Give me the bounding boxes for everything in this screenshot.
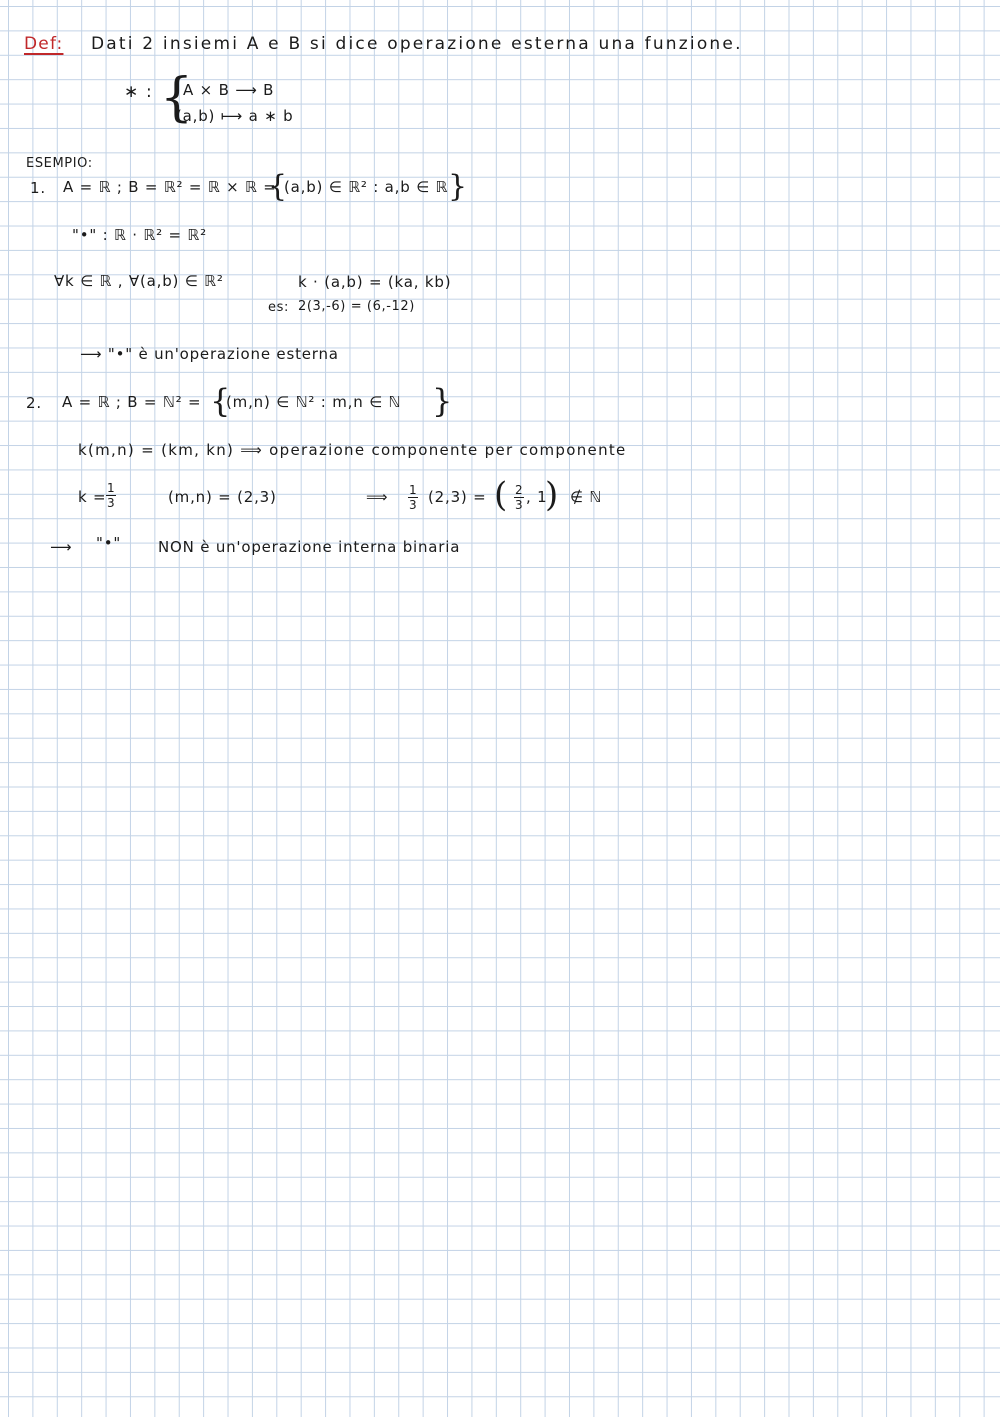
example2-result-fraction	[514, 484, 524, 511]
example2-calc-fraction	[408, 484, 418, 511]
example2-set-builder: (m,n) ∈ ℕ² : m,n ∈ ℕ	[226, 393, 402, 411]
example1-es-value: 2(3,-6) = (6,-12)	[298, 299, 415, 314]
example2-result-tail: , 1	[526, 488, 548, 506]
example-heading: ESEMPIO:	[26, 156, 93, 171]
example1-number: 1.	[30, 179, 46, 197]
map-brace: {	[160, 68, 194, 128]
example1-es-label: es:	[268, 300, 289, 315]
example2-k-fraction	[106, 482, 116, 509]
map-symbol: ∗ :	[124, 82, 153, 102]
example2-conclusion-arrow: ⟶	[50, 538, 73, 556]
definition-label: Def:	[24, 34, 64, 54]
example1-set-builder: (a,b) ∈ ℝ² : a,b ∈ ℝ	[284, 178, 449, 196]
example2-rule: k(m,n) = (km, kn) ⟹ operazione componente per componente	[78, 441, 627, 459]
example2-k-label: k =	[78, 488, 107, 506]
map-line-1: A × B ⟶ B	[183, 81, 275, 99]
calc-fraction-numerator: 1	[409, 483, 417, 497]
example1-conclusion: ⟶ "•" è un'operazione esterna	[80, 345, 339, 363]
example2-conclusion-text: NON è un'operazione interna binaria	[158, 538, 461, 556]
result-fraction-numerator: 2	[515, 483, 523, 497]
example2-conclusion-symbol: "•"	[96, 534, 122, 552]
k-fraction-numerator: 1	[107, 481, 115, 495]
example1-dot-def: "•" : ℝ · ℝ² = ℝ²	[72, 226, 207, 244]
calc-fraction-denominator: 3	[409, 498, 417, 512]
example2-sets: A = ℝ ; B = ℕ² =	[62, 393, 202, 411]
example1-sets: A = ℝ ; B = ℝ² = ℝ × ℝ =	[63, 178, 277, 196]
example2-implies: ⟹	[366, 488, 389, 506]
example1-brace-close: }	[448, 169, 468, 204]
example2-number: 2.	[26, 394, 42, 412]
k-fraction-denominator: 3	[107, 496, 115, 510]
example2-brace-open: {	[210, 382, 231, 420]
result-fraction-denominator: 3	[515, 498, 523, 512]
map-line-2: (a,b) ⟼ a ∗ b	[176, 107, 294, 125]
example2-result-paren-close: )	[545, 475, 559, 515]
example2-not-in: ∉ ℕ	[570, 488, 603, 506]
example1-quantifiers: ∀k ∈ ℝ , ∀(a,b) ∈ ℝ²	[54, 272, 224, 290]
example2-brace-close: }	[432, 382, 453, 420]
example2-result-paren-open: (	[494, 475, 508, 515]
example2-calc-middle: (2,3) =	[428, 488, 487, 506]
example1-rule: k · (a,b) = (ka, kb)	[298, 273, 452, 291]
definition-text: Dati 2 insiemi A e B si dice operazione esterna una funzione.	[91, 34, 743, 54]
example2-pair: (m,n) = (2,3)	[168, 488, 277, 506]
example1-brace-open: {	[268, 169, 288, 204]
